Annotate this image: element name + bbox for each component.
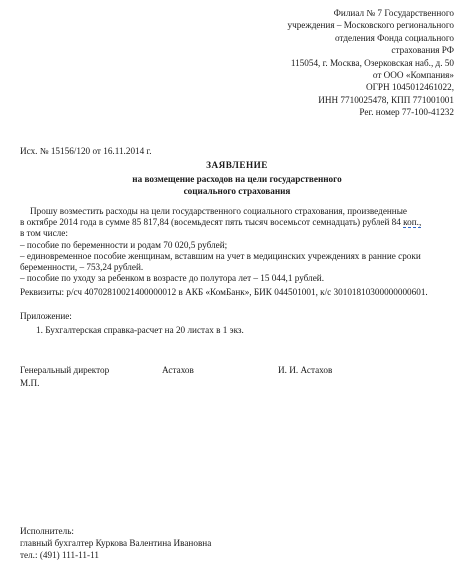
stamp-place: М.П.	[20, 378, 40, 388]
subtitle-line: на возмещение расходов на цели государственного	[132, 174, 342, 184]
body-line: Прошу возместить расходы на цели государственного социального страхования, произведенные	[30, 206, 407, 216]
body-amount-text: в октябре 2014 года в сумме 85 817,84 (восемьдесят пять тысяч восемьсот семнадцать) рублей 84	[20, 217, 404, 228]
body-line: – единовременное пособие женщинам, вставшим на учет в медицинских учреждениях в ранние сроки	[20, 250, 421, 261]
sender-inn-kpp: ИНН 7710025478, КПП 771001001	[318, 94, 454, 105]
bank-details: Реквизиты: р/сч 40702810021400000012 в АКБ «КомБанк», БИК 044501001, к/с 30101810300000000601.	[20, 287, 428, 298]
body-text	[20, 206, 452, 299]
recipient-address: 115054, г. Москва, Озерковская наб., д. 50	[290, 57, 454, 68]
subtitle-line: социального страхования	[183, 186, 291, 196]
attachment-item: 1. Бухгалтерская справка-расчет на 20 листах в 1 экз.	[36, 325, 244, 335]
signatory-name: И. И. Астахов	[278, 365, 333, 375]
recipient-line: отделения Фонда социального	[334, 32, 454, 43]
attachment-label: Приложение:	[20, 311, 72, 321]
signature: Астахов	[162, 365, 194, 375]
body-line: – пособие по беременности и родам 70 020,5 рублей;	[20, 239, 228, 250]
sender-ogrn: ОГРН 1045012461022,	[365, 82, 454, 93]
body-line: беременности, – 753,24 рублей.	[20, 261, 144, 272]
signatory-position: Генеральный директор	[20, 365, 110, 375]
body-line	[20, 217, 452, 228]
body-line: – пособие по уходу за ребенком в возрасте до полутора лет – 15 044,1 рублей.	[20, 273, 325, 284]
body-line: в том числе:	[20, 228, 68, 239]
recipient-line: Филиал № 7 Государственного	[333, 8, 454, 18]
body-amount-kop: коп.,	[403, 217, 422, 228]
executor-phone: тел.: (491) 111-11-11	[20, 550, 99, 560]
recipient-line: страхования РФ	[391, 45, 454, 56]
outgoing-number: Исх. № 15156/120 от 16.11.2014 г.	[20, 146, 152, 156]
document-subtitle	[0, 174, 474, 198]
recipient-line: учреждения – Московского регионального	[287, 20, 454, 31]
recipient-block	[254, 8, 454, 120]
document-title: ЗАЯВЛЕНИЕ	[206, 160, 268, 170]
executor-person: главный бухгалтер Куркова Валентина Ивановна	[20, 538, 212, 548]
signature-row	[20, 365, 460, 377]
executor-block	[20, 526, 211, 562]
sender-reg-number: Рег. номер 77-100-41232	[359, 107, 454, 118]
executor-label: Исполнитель:	[20, 526, 74, 536]
sender-name: от ООО «Компания»	[372, 69, 454, 80]
